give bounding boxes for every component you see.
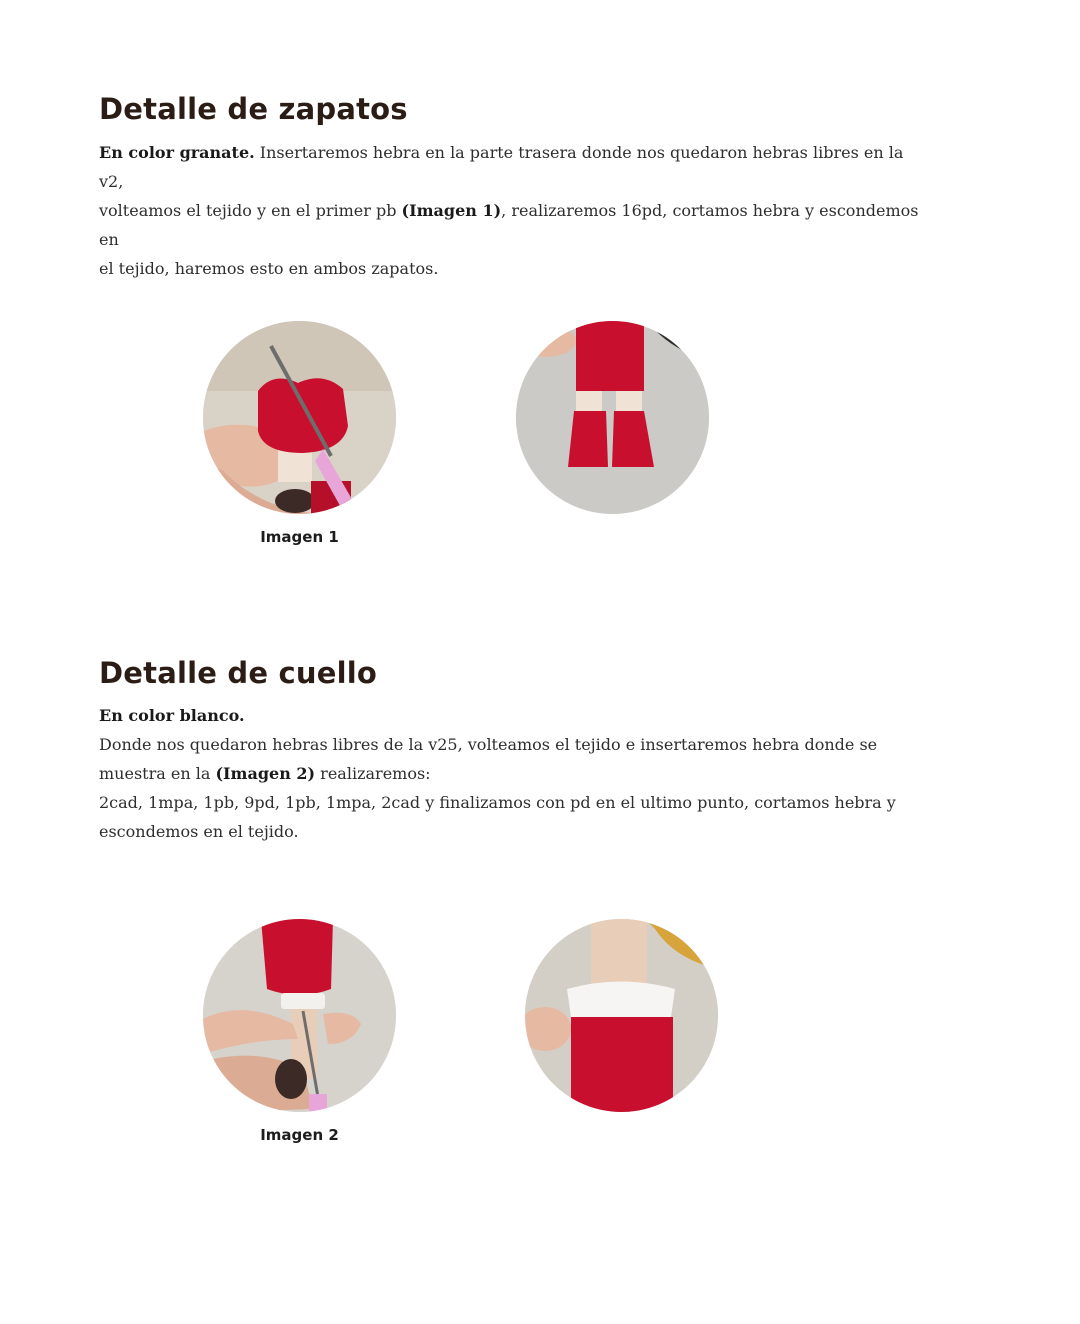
photo-collar-finished bbox=[525, 919, 718, 1112]
collar-color-label: En color blanco. bbox=[99, 706, 245, 725]
collar-instructions: En color blanco. Donde nos quedaron hebras libres de la v25, volteamos el tejido e insertaremos hebra donde se muestra en la (Imagen 2) realizaremos: 2cad, 1mpa, 1pb, 9pd, 1pb, 1mpa, 2cad y finalizamos con pd en el ultimo punto, cortamos hebra y escondemos en el tejido. bbox=[99, 706, 896, 841]
shoes-color-label: En color granate. bbox=[99, 143, 255, 162]
section-title-collar: Detalle de cuello bbox=[99, 656, 378, 690]
photo-collar-hook bbox=[203, 919, 396, 1112]
caption-imagen-2: Imagen 2 bbox=[260, 1126, 339, 1144]
photo-shoes-hook bbox=[203, 321, 396, 514]
caption-imagen-1: Imagen 1 bbox=[260, 528, 339, 546]
photo-shoes-finished bbox=[516, 321, 709, 514]
section-title-shoes: Detalle de zapatos bbox=[99, 92, 408, 126]
shoes-instructions: En color granate. Insertaremos hebra en la parte trasera donde nos quedaron hebras libres en la v2, volteamos el tejido y en el primer pb (Imagen 1), realizaremos 16pd, cortamos hebra y escondemos en el tejido, haremos esto en ambos zapatos. bbox=[99, 143, 919, 278]
